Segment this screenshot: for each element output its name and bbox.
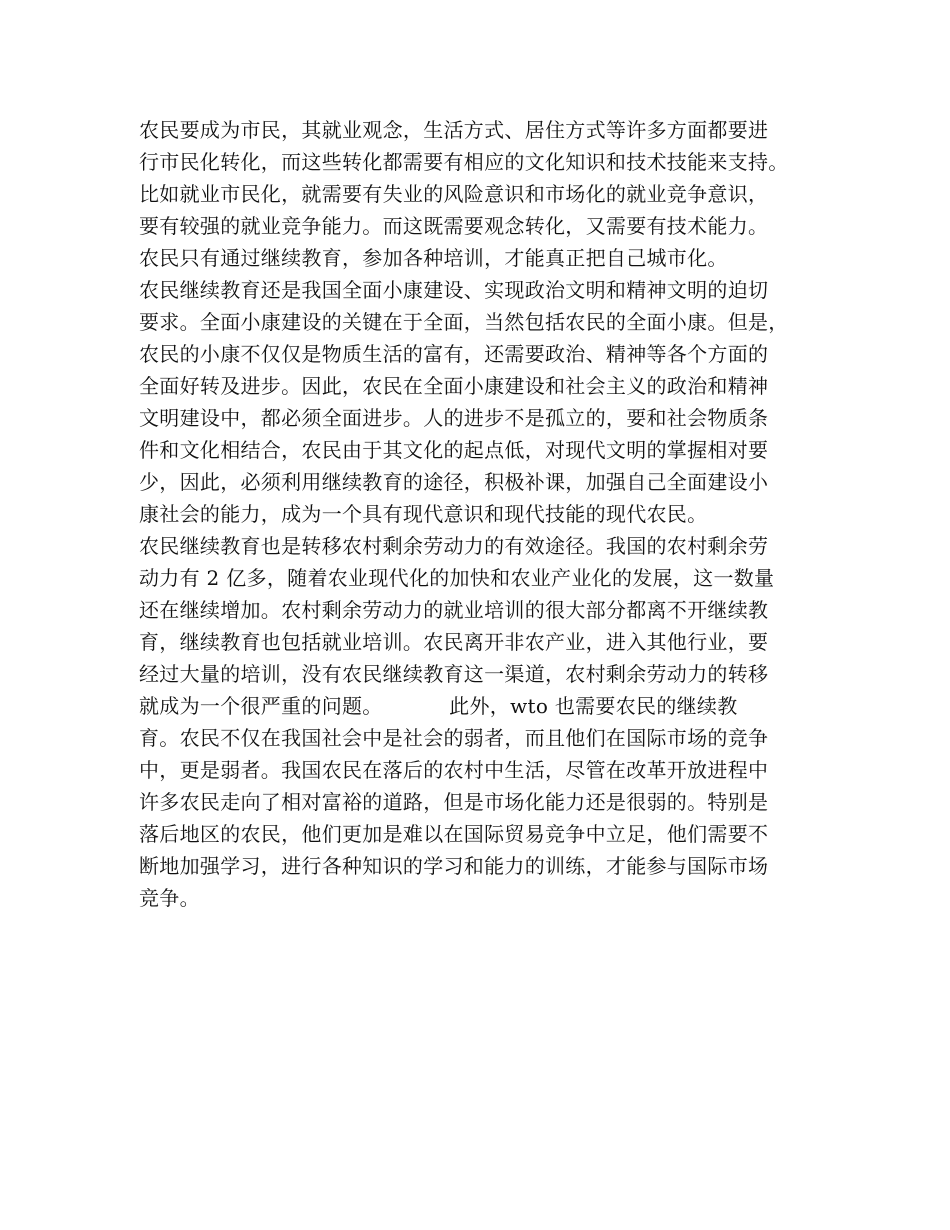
text-line: 全面好转及进步。因此，农民在全面小康建设和社会主义的政治和精神 bbox=[139, 374, 769, 398]
text-line: 就成为一个很严重的问题。 此外，wto 也需要农民的继续教 bbox=[139, 694, 738, 718]
text-line: 经过大量的培训，没有农民继续教育这一渠道，农村剩余劳动力的转移 bbox=[139, 662, 769, 686]
text-line: 竞争。 bbox=[139, 886, 200, 910]
text-line: 文明建设中，都必须全面进步。人的进步不是孤立的，要和社会物质条 bbox=[139, 406, 769, 430]
text-line: 要有较强的就业竞争能力。而这既需要观念转化，又需要有技术能力。 bbox=[139, 214, 769, 238]
text-line: 断地加强学习，进行各种知识的学习和能力的训练，才能参与国际市场 bbox=[139, 854, 769, 878]
text-line: 落后地区的农民，他们更加是难以在国际贸易竞争中立足，他们需要不 bbox=[139, 822, 769, 846]
text-line: 许多农民走向了相对富裕的道路，但是市场化能力还是很弱的。特别是 bbox=[139, 790, 769, 814]
text-line: 中，更是弱者。我国农民在落后的农村中生活，尽管在改革开放进程中 bbox=[139, 758, 769, 782]
text-line: 少，因此，必须利用继续教育的途径，积极补课，加强自己全面建设小 bbox=[139, 470, 769, 494]
text-line: 农民继续教育还是我国全面小康建设、实现政治文明和精神文明的迫切 bbox=[139, 278, 769, 302]
text-line: 康社会的能力，成为一个具有现代意识和现代技能的现代农民。 bbox=[139, 502, 708, 526]
text-line: 农民的小康不仅仅是物质生活的富有，还需要政治、精神等各个方面的 bbox=[139, 342, 769, 366]
text-line: 育。农民不仅在我国社会中是社会的弱者，而且他们在国际市场的竞争 bbox=[139, 726, 769, 750]
text-line: 行市民化转化，而这些转化都需要有相应的文化知识和技术技能来支持。 bbox=[139, 150, 789, 174]
text-line: 育，继续教育也包括就业培训。农民离开非农产业，进入其他行业，要 bbox=[139, 630, 769, 654]
text-line: 要求。全面小康建设的关键在于全面，当然包括农民的全面小康。但是， bbox=[139, 310, 789, 334]
text-line: 农民只有通过继续教育，参加各种培训，才能真正把自己城市化。 bbox=[139, 246, 728, 270]
text-line: 比如就业市民化，就需要有失业的风险意识和市场化的就业竞争意识， bbox=[139, 182, 769, 206]
text-line: 农民继续教育也是转移农村剩余劳动力的有效途径。我国的农村剩余劳 bbox=[139, 534, 769, 558]
text-line: 动力有 2 亿多，随着农业现代化的加快和农业产业化的发展，这一数量 bbox=[139, 566, 775, 590]
text-line: 还在继续增加。农村剩余劳动力的就业培训的很大部分都离不开继续教 bbox=[139, 598, 769, 622]
body-text bbox=[139, 114, 839, 914]
text-line: 件和文化相结合，农民由于其文化的起点低，对现代文明的掌握相对要 bbox=[139, 438, 769, 462]
text-line: 农民要成为市民，其就业观念，生活方式、居住方式等许多方面都要进 bbox=[139, 118, 769, 142]
